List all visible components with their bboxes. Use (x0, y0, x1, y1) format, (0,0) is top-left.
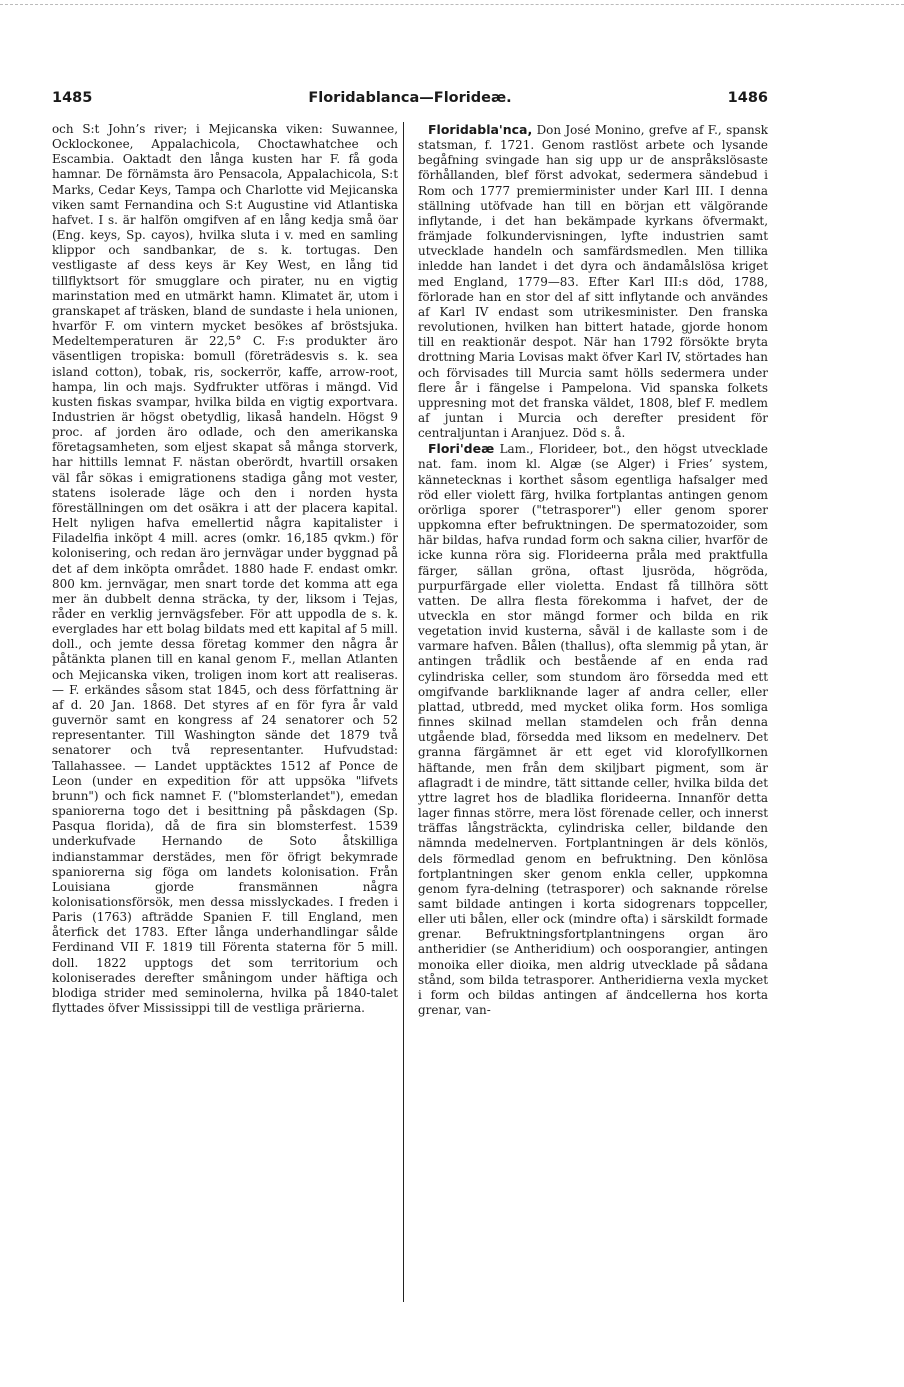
entry-florideae (418, 441, 768, 1018)
column-divider (403, 122, 404, 1302)
running-title: Floridablanca—Florideæ. (308, 90, 512, 106)
right-column (418, 122, 768, 1018)
entry-text: Lam., Florideer, bot., den högst utvecklade nat. fam. inom kl. Algæ (se Alger) i Fries’ system, kännetecknas i korthet såsom egentliga hafsalger med röd eller violett färg, hvilka fortplantas antingen genom orörliga sporer ("tetrasporer") eller genom sporer uppkomna efter befruktningen. De spermatozoider, som här bildas, hafva rundad form och sakna cilier, hvarför de icke kunna röra sig. Florideerna pråla med praktfulla färger, sällan gröna, oftast ljusröda, högröda, purpurfärgade eller violetta. Endast få tillhöra sött vatten. De allra flesta förekomma i hafvet, der de utveckla en stor mängd former och bilda en rik vegetation invid kusterna, såväl i de kallaste som i de varmare hafven. Bålen (thallus), ofta slemmig på ytan, är antingen trådlik och bestående af en enda rad cylindriska celler, som stundom äro försedda med ett omgifvande barkliknande lager af andra celler, eller plattad, utbredd, med mycket olika form. Hos somliga finnes skilnad mellan stamdelen och från denna utgående blad, försedda med liksom en medelnerv. Det granna färgämnet är ett eget vid klorofyllkornen häftande, men från dem skiljbart pigment, som är aflagradt i de mindre, tätt sittande celler, hvilka bilda det yttre lagret hos de bladlika florideerna. Innanför detta lager finnas större, mera löst förenade celler, och innerst träffas långsträckta, cylindriska celler, bildande den nämnda medelnerven. Fortplantningen är dels könlös, dels förmedlad genom en befruktning. Den könlösa fortplantningen sker genom enkla celler, uppkomna genom fyra-delning (tetrasporer) och saknande rörelse samt bildade antingen i korta sidogrenars toppceller, eller uti bålen, eller ock (mindre ofta) i särskildt formade grenar. Befruktningsfortplantningens organ äro antheridier (se Antheridium) och oosporangier, antingen monoika eller dioika, men aldrig utvecklade på sådana stånd, som bilda tetrasporer. Antheridierna vexla mycket i form och bildas antingen af ändcellerna hos korta grenar, van- (418, 442, 768, 1018)
entry-text: Don José Monino, grefve af F., spansk statsman, f. 1721. Genom rastlöst arbete och lysande begåfning svingade han sig upp ur de anspråkslösaste förhållanden, blef först advokat, sedermera sändebud i Rom och 1777 premierminister under Karl III. I denna ställning utöfvade han till en början ett välgörande inflytande, i det han bekämpade kyrkans öfvermakt, främjade folkundervisningen, lyfte industrien samt utvecklade handeln och samfärdsmedlen. Men tillika inledde han landet i det dyra och ändamålslösa kriget med England, 1779—83. Efter Karl III:s död, 1788, förlorade han en stor del af sitt inflytande och användes af Karl IV endast som utrikesminister. Den franska revolutionen, hvilken han bittert hatade, gjorde honom till en reaktionär despot. När han 1792 försökte bryta drottning Maria Lovisas makt öfver Karl IV, störtades han och förvisades till Murcia samt hölls sedermera under flere år i fängelse i Pampelona. Vid spanska folkets uppresning mot det franska väldet, 1808, blef F. medlem af juntan i Murcia och derefter president för centraljuntan i Aranjuez. Död s. å. (418, 123, 768, 441)
entry-floridablanca (418, 122, 768, 441)
left-column (52, 122, 398, 1016)
florida-article-continuation: och S:t John’s river; i Mejicanska viken: Suwannee, Ocklockonee, Appalachicola, Choctawhatchee och Escambia. Oaktadt den långa kusten har F. få goda hamnar. De förnämsta äro Pensacola, Appalachicola, S:t Marks, Cedar Keys, Tampa och Charlotte vid Mejicanska viken samt Fernandina och S:t Augustine vid Atlantiska hafvet. I s. är halfön omgifven af en lång kedja små öar (Eng. keys, Sp. cayos), hvilka sluta i v. med en samling klippor och sandbankar, de s. k. tortugas. Den vestligaste af dess keys är Key West, en lång tid tillflyktsort för smugglare och pirater, nu en vigtig marinstation med en utmärkt hamn. Klimatet är, utom i granskapet af träsken, bland de sundaste i hela unionen, hvarför F. om vintern mycket besökes af bröstsjuka. Medeltemperaturen är 22,5° C. F:s produkter äro väsentligen tropiska: bomull (företrädesvis s. k. sea island cotton), tobak, ris, sockerrör, kaffe, arrow-root, hampa, lin och majs. Sydfrukter utföras i mängd. Vid kusten fiskas svampar, hvilka bilda en vigtig exportvara. Industrien är högst obetydlig, likaså handeln. Högst 9 proc. af jorden äro odlade, och den amerikanska företagsamheten, som eljest skapat så många storverk, har hittills lemnat F. nästan oberördt, hvartill orsaken väl får sökas i emigrationens stadiga gång mot vester, statens isolerade läge och den i norden hysta föreställningen om det osäkra i att der placera kapital. Helt nyligen hafva emellertid några kapitalister i Filadelfia inköpt 4 mill. acres (omkr. 16,185 qvkm.) för kolonisering, och redan äro jernvägar under byggnad på det af dem inköpta området. 1880 hade F. endast omkr. 800 km. jernvägar, men snart torde det komma att ega mer än dubbelt denna sträcka, ty der, liksom i Tejas, råder en verklig jernvägsfeber. För att uppodla de s. k. everglades har ett bolag bildats med ett kapital af 5 mill. doll., och jemte dessa företag kommer den några år påtänkta planen till en kanal genom F., mellan Atlanten och Mejicanska viken, troligen inom kort att realiseras. — F. erkändes såsom stat 1845, och dess författning är af d. 20 Jan. 1868. Det styres af en för fyra år vald guvernör samt en kongress af 24 senatorer och 52 representanter. Till Washington sände det 1879 två senatorer och två representanter. Hufvudstad: Tallahassee. — Landet upptäcktes 1512 af Ponce de Leon (under en expedition för att uppsöka "lifvets brunn") och fick namnet F. ("blomsterlandet"), emedan spaniorerna togo det i besittning på påskdagen (Sp. Pasqua florida), då de fira sin blomsterfest. 1539 underkufvade Hernando de Soto åtskilliga indianstammar derstädes, men för öfrigt bekymrade spaniorerna sig föga om landets kolonisation. Från Louisiana gjorde fransmännen några kolonisationsförsök, men dessa misslyckades. I freden i Paris (1763) afträdde Spanien F. till England, men återfick det 1783. Efter långa underhandlingar sålde Ferdinand VII F. 1819 till Förenta staterna för 5 mill. doll. 1822 upptogs det som territorium och koloniserades derefter småningom under häftiga och blodiga strider med seminolerna, hvilka på 1840-talet flyttades öfver Mississippi till de vestliga prärierna. (52, 122, 398, 1016)
entry-headword: Floridabla'nca, (428, 122, 533, 137)
page-number-right: 1486 (727, 90, 768, 106)
entry-headword: Flori'deæ (428, 441, 495, 457)
scan-top-edge (0, 4, 904, 6)
page-number-left: 1485 (52, 90, 93, 106)
page-header (52, 90, 768, 114)
